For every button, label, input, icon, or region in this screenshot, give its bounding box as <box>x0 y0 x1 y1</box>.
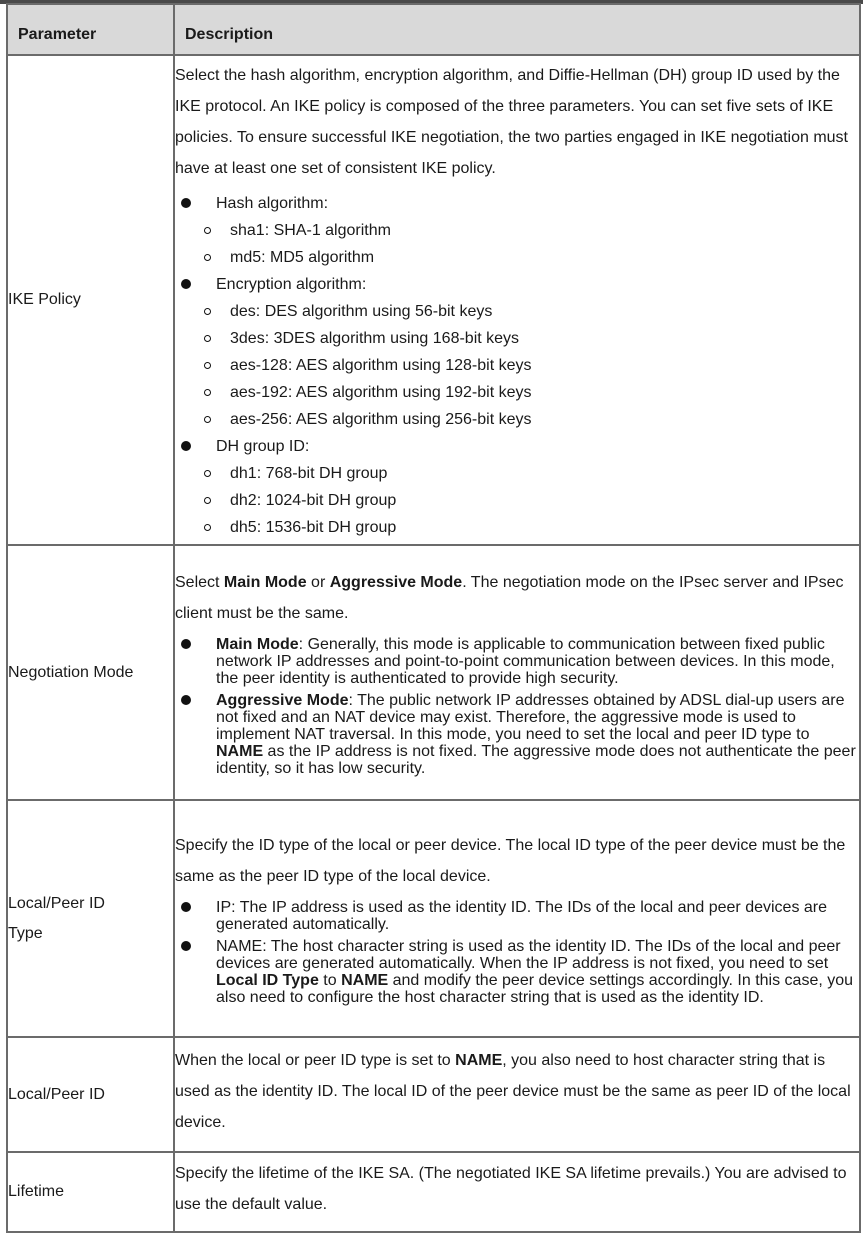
param-ike-policy: IKE Policy <box>7 55 174 545</box>
bullet-icon <box>181 198 191 208</box>
list-item: dh2: 1024-bit DH group <box>175 487 859 514</box>
header-parameter <box>7 4 174 55</box>
list-item: des: DES algorithm using 56-bit keys <box>175 298 859 325</box>
group-encryption <box>175 271 859 433</box>
list-item: aes-256: AES algorithm using 256-bit keys <box>175 406 859 433</box>
list-item: sha1: SHA-1 algorithm <box>175 217 859 244</box>
list-item: aes-128: AES algorithm using 128-bit keys <box>175 352 859 379</box>
ike-policy-groups <box>175 190 859 541</box>
circle-bullet-icon <box>204 470 211 477</box>
group-label: DH group ID: <box>216 437 310 455</box>
local-peer-id-type-intro: Specify the ID type of the local or peer device. The local ID type of the peer device must be the same as the peer ID type of the local device. <box>175 837 846 885</box>
header-description-label: Description <box>185 25 274 43</box>
header-description <box>174 4 860 55</box>
param-lifetime: Lifetime <box>7 1152 174 1232</box>
param-negotiation-mode: Negotiation Mode <box>7 545 174 800</box>
group-label: Encryption algorithm: <box>216 275 367 293</box>
group-hash <box>175 190 859 271</box>
param-local-peer-id: Local/Peer ID <box>7 1037 174 1152</box>
table-header-row <box>7 4 860 55</box>
table-row-local-peer-id-type <box>7 800 860 1037</box>
desc-ike-policy <box>174 55 860 545</box>
list-item: NAME: The host character string is used as the identity ID. The IDs of the local and peer devices are generated automatically. When the IP address is not fixed, you need to set Local ID Type to NAME and modify the peer device settings accordingly. In this case, you also need to configure the host character string that is used as the identity ID. <box>175 937 859 1007</box>
param-local-peer-id-type: Local/Peer ID Type <box>7 800 174 1037</box>
list-item: dh5: 1536-bit DH group <box>175 514 859 541</box>
group-dh <box>175 433 859 541</box>
lifetime-intro: Specify the lifetime of the IKE SA. (The negotiated IKE SA lifetime prevails.) You are advised to use the default value. <box>175 1165 847 1213</box>
desc-local-peer-id <box>174 1037 860 1152</box>
local-peer-id-type-bullets <box>175 898 859 1007</box>
bullet-icon <box>181 941 191 951</box>
bullet-icon <box>181 639 191 649</box>
table-row-negotiation-mode <box>7 545 860 800</box>
list-item: md5: MD5 algorithm <box>175 244 859 271</box>
list-item: dh1: 768-bit DH group <box>175 460 859 487</box>
desc-local-peer-id-type <box>174 800 860 1037</box>
circle-bullet-icon <box>204 227 211 234</box>
desc-lifetime <box>174 1152 860 1232</box>
list-item: Main Mode: Generally, this mode is applicable to communication between fixed public network IP addresses and point-to-point communication between devices. In this mode, the peer identity is authenticated to provide high security. <box>175 635 859 688</box>
table-row-lifetime <box>7 1152 860 1232</box>
circle-bullet-icon <box>204 416 211 423</box>
circle-bullet-icon <box>204 254 211 261</box>
bullet-icon <box>181 279 191 289</box>
desc-negotiation-mode <box>174 545 860 800</box>
ike-policy-intro: Select the hash algorithm, encryption algorithm, and Diffie-Hellman (DH) group ID used by the IKE protocol. An IKE policy is composed of the three parameters. You can set five sets of IKE policies. To ensure successful IKE negotiation, the two parties engaged in IKE negotiation must have at least one set of consistent IKE policy. <box>175 66 848 177</box>
parameter-table <box>6 3 861 1233</box>
list-item: IP: The IP address is used as the identity ID. The IDs of the local and peer devices are generated automatically. <box>175 898 859 934</box>
negotiation-mode-bullets <box>175 635 859 778</box>
circle-bullet-icon <box>204 308 211 315</box>
header-parameter-label: Parameter <box>18 25 97 43</box>
list-item: aes-192: AES algorithm using 192-bit keys <box>175 379 859 406</box>
local-peer-id-intro: When the local or peer ID type is set to NAME, you also need to host character string that is used as the identity ID. The local ID of the peer device must be the same as peer ID of the local device. <box>175 1052 851 1131</box>
group-label: Hash algorithm: <box>216 194 329 212</box>
table-row-ike-policy <box>7 55 860 545</box>
list-item: 3des: 3DES algorithm using 168-bit keys <box>175 325 859 352</box>
circle-bullet-icon <box>204 335 211 342</box>
circle-bullet-icon <box>204 497 211 504</box>
bullet-icon <box>181 902 191 912</box>
bullet-icon <box>181 441 191 451</box>
bullet-icon <box>181 695 191 705</box>
circle-bullet-icon <box>204 362 211 369</box>
circle-bullet-icon <box>204 389 211 396</box>
table-row-local-peer-id <box>7 1037 860 1152</box>
circle-bullet-icon <box>204 524 211 531</box>
list-item: Aggressive Mode: The public network IP addresses obtained by ADSL dial-up users are not fixed and an NAT device may exist. Therefore, the aggressive mode is used to implement NAT traversal. In this mode, you need to set the local and peer ID type to NAME as the IP address is not fixed. The aggressive mode does not authenticate the peer identity, so it has low security. <box>175 691 859 778</box>
negotiation-mode-intro: Select Main Mode or Aggressive Mode. The negotiation mode on the IPsec server and IPsec client must be the same. <box>175 574 844 622</box>
